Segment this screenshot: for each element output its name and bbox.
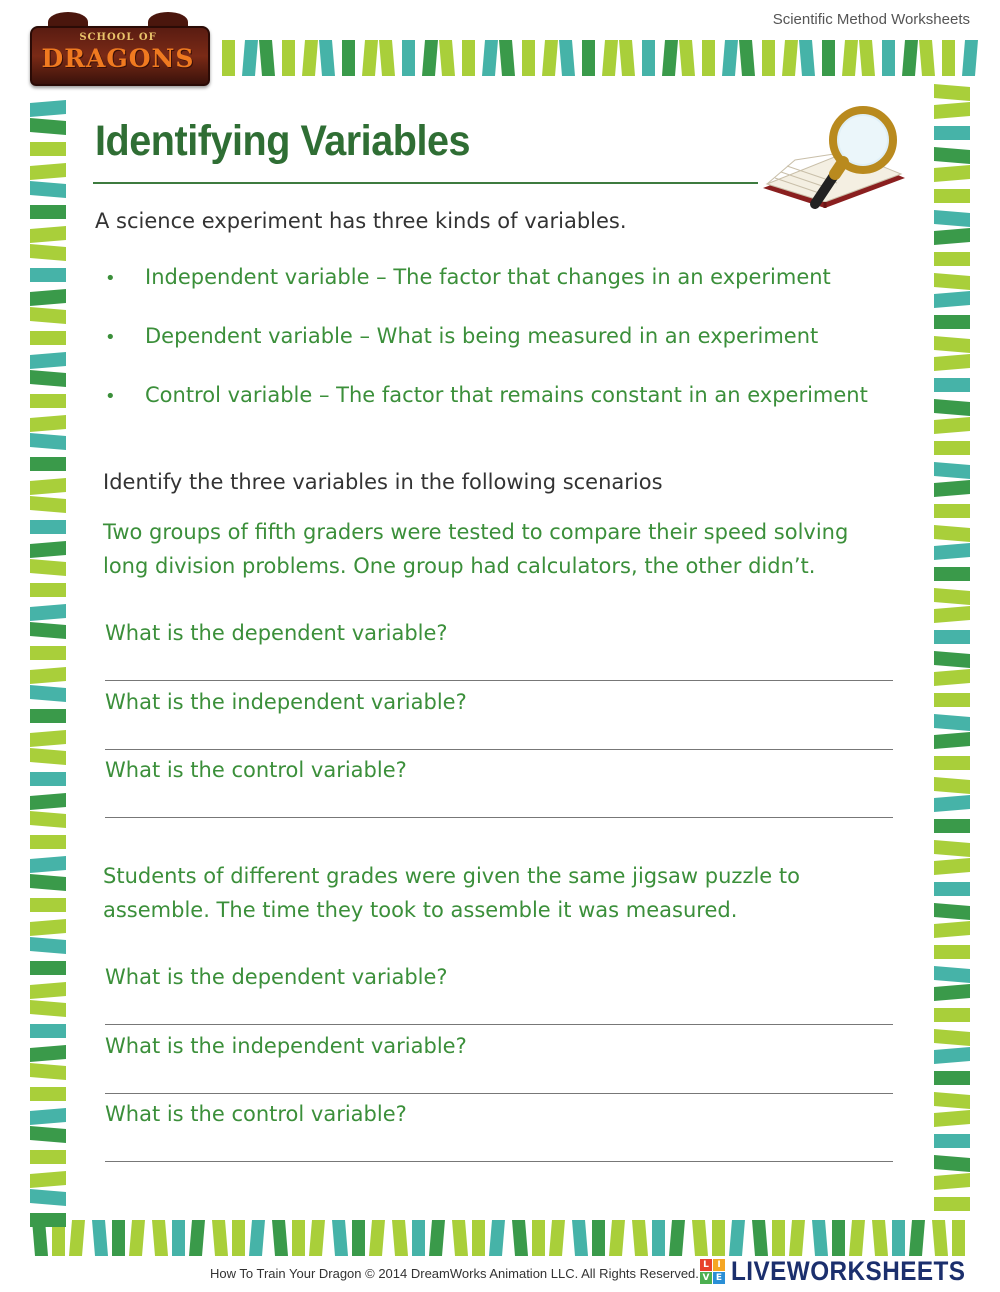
border-shape — [489, 1220, 505, 1256]
border-shape — [112, 1220, 125, 1256]
border-shape — [592, 1220, 605, 1256]
question-control-2: What is the control variable? — [105, 1102, 407, 1126]
border-shape — [422, 40, 438, 76]
border-shape — [934, 588, 970, 605]
border-shape — [482, 40, 498, 76]
border-shape — [30, 244, 66, 261]
border-shape — [532, 1220, 545, 1256]
border-shape — [934, 543, 970, 560]
scenario-1-text: Two groups of fifth graders were tested to compare their speed solving long division problems. One group had calculators, the other didn’t. — [103, 520, 849, 578]
border-shape — [30, 937, 66, 954]
border-shape — [934, 966, 970, 983]
border-shape — [942, 40, 955, 76]
border-shape — [232, 1220, 245, 1256]
border-shape — [602, 40, 618, 76]
border-shape — [934, 252, 970, 266]
border-shape — [272, 1220, 288, 1256]
border-shape — [679, 40, 695, 76]
definition-item-independent — [105, 265, 831, 289]
answer-line — [105, 817, 893, 818]
border-shape — [934, 1071, 970, 1085]
border-shape — [392, 1220, 408, 1256]
border-shape — [934, 858, 970, 875]
border-shape — [30, 793, 66, 810]
border-shape — [752, 1220, 768, 1256]
border-shape — [352, 1220, 365, 1256]
bullet-icon: • — [105, 386, 116, 407]
border-shape — [642, 40, 655, 76]
border-shape — [902, 40, 918, 76]
border-shape — [789, 1220, 805, 1256]
border-shape — [934, 567, 970, 581]
border-shape — [249, 1220, 265, 1256]
border-shape — [712, 1220, 725, 1256]
intro-text: A science experiment has three kinds of variables. — [95, 209, 627, 233]
border-shape — [934, 417, 970, 434]
border-shape — [30, 898, 66, 912]
logo-small-text: SCHOOL OF — [79, 32, 157, 43]
border-shape — [832, 1220, 845, 1256]
border-shape — [934, 777, 970, 794]
border-shape — [934, 945, 970, 959]
border-shape — [934, 819, 970, 833]
border-shape — [30, 415, 66, 432]
border-shape — [934, 630, 970, 644]
border-shape — [934, 1173, 970, 1190]
border-shape — [30, 1087, 66, 1101]
border-shape — [934, 1155, 970, 1172]
border-shape — [669, 1220, 685, 1256]
border-shape — [30, 709, 66, 723]
border-shape — [934, 693, 970, 707]
definition-item-control — [105, 383, 868, 407]
border-shape — [934, 126, 970, 140]
answer-line — [105, 680, 893, 681]
definition-item-dependent — [105, 324, 819, 348]
border-shape — [619, 40, 635, 76]
border-shape — [472, 1220, 485, 1256]
border-shape — [722, 40, 738, 76]
border-shape — [412, 1220, 425, 1256]
border-shape — [30, 478, 66, 495]
border-shape — [632, 1220, 648, 1256]
border-shape — [439, 40, 455, 76]
border-shape — [30, 520, 66, 534]
border-shape — [702, 40, 715, 76]
border-shape — [30, 604, 66, 621]
liveworksheets-text: LIVEWORKSHEETS — [731, 1255, 966, 1286]
border-shape — [934, 840, 970, 857]
liveworksheets-watermark — [700, 1256, 992, 1286]
border-shape — [30, 982, 66, 999]
border-shape — [934, 669, 970, 686]
bullet-icon: • — [105, 327, 116, 348]
border-shape — [30, 100, 66, 117]
border-shape — [30, 874, 66, 891]
border-shape — [512, 1220, 528, 1256]
border-shape — [319, 40, 335, 76]
border-shape — [909, 1220, 925, 1256]
border-shape — [30, 1024, 66, 1038]
border-shape — [782, 40, 798, 76]
question-control-1: What is the control variable? — [105, 758, 407, 782]
question-independent-1: What is the independent variable? — [105, 690, 467, 714]
border-shape — [934, 315, 970, 329]
answer-line — [105, 1093, 893, 1094]
border-shape — [332, 1220, 348, 1256]
question-dependent-1: What is the dependent variable? — [105, 621, 448, 645]
border-shape — [934, 480, 970, 497]
border-shape — [962, 40, 978, 76]
border-shape — [934, 921, 970, 938]
border-shape — [934, 1092, 970, 1109]
scenario-2-text: Students of different grades were given the same jigsaw puzzle to assemble. The time they took to assemble it was measured. — [103, 864, 800, 922]
border-shape — [30, 856, 66, 873]
border-shape — [934, 732, 970, 749]
border-shape — [452, 1220, 468, 1256]
border-shape — [799, 40, 815, 76]
border-shape — [609, 1220, 625, 1256]
question-dependent-2: What is the dependent variable? — [105, 965, 448, 989]
border-shape — [934, 147, 970, 164]
border-shape — [934, 378, 970, 392]
border-shape — [934, 228, 970, 245]
border-shape — [30, 541, 66, 558]
border-shape — [30, 1213, 66, 1227]
border-shape — [934, 1047, 970, 1064]
magnifying-glass-book-icon — [755, 100, 915, 230]
border-shape — [934, 273, 970, 290]
border-shape — [69, 1220, 85, 1256]
border-shape — [30, 559, 66, 576]
border-shape — [934, 795, 970, 812]
border-shape — [30, 331, 66, 345]
answer-field-dependent-2[interactable] — [105, 996, 893, 1026]
border-shape — [172, 1220, 185, 1256]
answer-line — [105, 1161, 893, 1162]
border-shape — [822, 40, 835, 76]
border-shape — [812, 1220, 828, 1256]
border-shape — [30, 352, 66, 369]
border-shape — [152, 1220, 168, 1256]
border-shape — [934, 1134, 970, 1148]
border-shape — [30, 1171, 66, 1188]
border-shape — [30, 1189, 66, 1206]
border-shape — [934, 1197, 970, 1211]
border-shape — [30, 433, 66, 450]
border-shape — [30, 181, 66, 198]
border-shape — [772, 1220, 785, 1256]
border-shape — [309, 1220, 325, 1256]
border-shape — [30, 496, 66, 513]
border-shape — [849, 1220, 865, 1256]
border-shape — [934, 165, 970, 182]
answer-field-independent-2[interactable] — [105, 1064, 893, 1094]
border-shape — [859, 40, 875, 76]
border-shape — [30, 919, 66, 936]
border-shape — [429, 1220, 445, 1256]
answer-line — [105, 749, 893, 750]
border-shape — [379, 40, 395, 76]
question-independent-2: What is the independent variable? — [105, 1034, 467, 1058]
border-shape — [30, 1045, 66, 1062]
border-shape — [559, 40, 575, 76]
border-shape — [934, 441, 970, 455]
border-shape — [30, 835, 66, 849]
border-shape — [934, 210, 970, 227]
border-shape — [30, 730, 66, 747]
border-shape — [692, 1220, 708, 1256]
border-shape — [934, 399, 970, 416]
border-shape — [30, 1000, 66, 1017]
border-shape — [30, 1150, 66, 1164]
border-shape — [189, 1220, 205, 1256]
definition-text: Control variable – The factor that remains constant in an experiment — [145, 383, 868, 407]
border-shape — [30, 667, 66, 684]
border-shape — [934, 651, 970, 668]
border-shape — [282, 40, 295, 76]
border-shape — [242, 40, 258, 76]
answer-line — [105, 1024, 893, 1025]
border-shape — [582, 40, 595, 76]
border-shape — [934, 714, 970, 731]
border-shape — [342, 40, 355, 76]
border-shape — [549, 1220, 565, 1256]
border-shape — [30, 685, 66, 702]
definition-text: Independent variable – The factor that changes in an experiment — [145, 265, 831, 289]
border-shape — [934, 336, 970, 353]
border-shape — [30, 772, 66, 786]
border-shape — [30, 748, 66, 765]
border-shape — [402, 40, 415, 76]
border-shape — [30, 118, 66, 135]
border-shape — [522, 40, 535, 76]
border-shape — [952, 1220, 965, 1256]
border-shape — [30, 622, 66, 639]
border-shape — [292, 1220, 305, 1256]
border-shape — [882, 40, 895, 76]
school-of-dragons-logo — [30, 12, 206, 96]
liveworksheets-logo-icon: L I V E — [700, 1259, 725, 1284]
border-shape — [30, 646, 66, 660]
border-shape — [302, 40, 318, 76]
border-shape — [259, 40, 275, 76]
border-shape — [739, 40, 755, 76]
border-shape — [30, 1108, 66, 1125]
answer-field-independent-1[interactable] — [105, 720, 893, 750]
answer-field-control-2[interactable] — [105, 1132, 893, 1162]
border-shape — [30, 1063, 66, 1080]
border-shape — [872, 1220, 888, 1256]
border-shape — [542, 40, 558, 76]
border-shape — [212, 1220, 228, 1256]
border-shape — [934, 1029, 970, 1046]
border-shape — [30, 370, 66, 387]
border-shape — [919, 40, 935, 76]
instructions-text: Identify the three variables in the following scenarios — [103, 470, 663, 494]
border-shape — [934, 1008, 970, 1022]
border-shape — [129, 1220, 145, 1256]
border-shape — [30, 457, 66, 471]
border-shape — [934, 189, 970, 203]
border-shape — [652, 1220, 665, 1256]
border-shape — [30, 226, 66, 243]
answer-field-control-1[interactable] — [105, 788, 893, 818]
border-shape — [30, 205, 66, 219]
border-shape — [934, 291, 970, 308]
border-shape — [369, 1220, 385, 1256]
border-shape — [30, 961, 66, 975]
border-shape — [30, 289, 66, 306]
answer-field-dependent-1[interactable] — [105, 652, 893, 682]
bullet-icon: • — [105, 268, 116, 289]
border-shape — [934, 525, 970, 542]
border-shape — [30, 583, 66, 597]
border-shape — [934, 1110, 970, 1127]
border-shape — [932, 1220, 948, 1256]
border-shape — [30, 142, 66, 156]
border-shape — [934, 462, 970, 479]
border-shape — [572, 1220, 588, 1256]
border-shape — [30, 163, 66, 180]
title-divider — [93, 182, 758, 184]
border-shape — [30, 1126, 66, 1143]
border-shape — [92, 1220, 108, 1256]
border-shape — [30, 394, 66, 408]
border-shape — [30, 811, 66, 828]
border-shape — [462, 40, 475, 76]
logo-big-text: DRAGONS — [41, 44, 195, 73]
border-shape — [362, 40, 378, 76]
border-shape — [662, 40, 678, 76]
border-shape — [934, 84, 970, 101]
page-title: Identifying Variables — [95, 117, 471, 165]
border-shape — [842, 40, 858, 76]
border-shape — [934, 354, 970, 371]
border-shape — [934, 984, 970, 1001]
border-shape — [934, 102, 970, 119]
border-shape — [729, 1220, 745, 1256]
border-shape — [934, 606, 970, 623]
border-shape — [30, 307, 66, 324]
copyright-footer: How To Train Your Dragon © 2014 DreamWorks Animation LLC. All Rights Reserved. — [210, 1266, 699, 1281]
border-shape — [934, 504, 970, 518]
border-shape — [934, 882, 970, 896]
border-shape — [762, 40, 775, 76]
border-shape — [892, 1220, 905, 1256]
border-shape — [222, 40, 235, 76]
border-shape — [934, 903, 970, 920]
border-shape — [934, 756, 970, 770]
worksheet-category-label: Scientific Method Worksheets — [772, 11, 970, 28]
border-shape — [30, 268, 66, 282]
border-shape — [499, 40, 515, 76]
definition-text: Dependent variable – What is being measured in an experiment — [145, 324, 819, 348]
